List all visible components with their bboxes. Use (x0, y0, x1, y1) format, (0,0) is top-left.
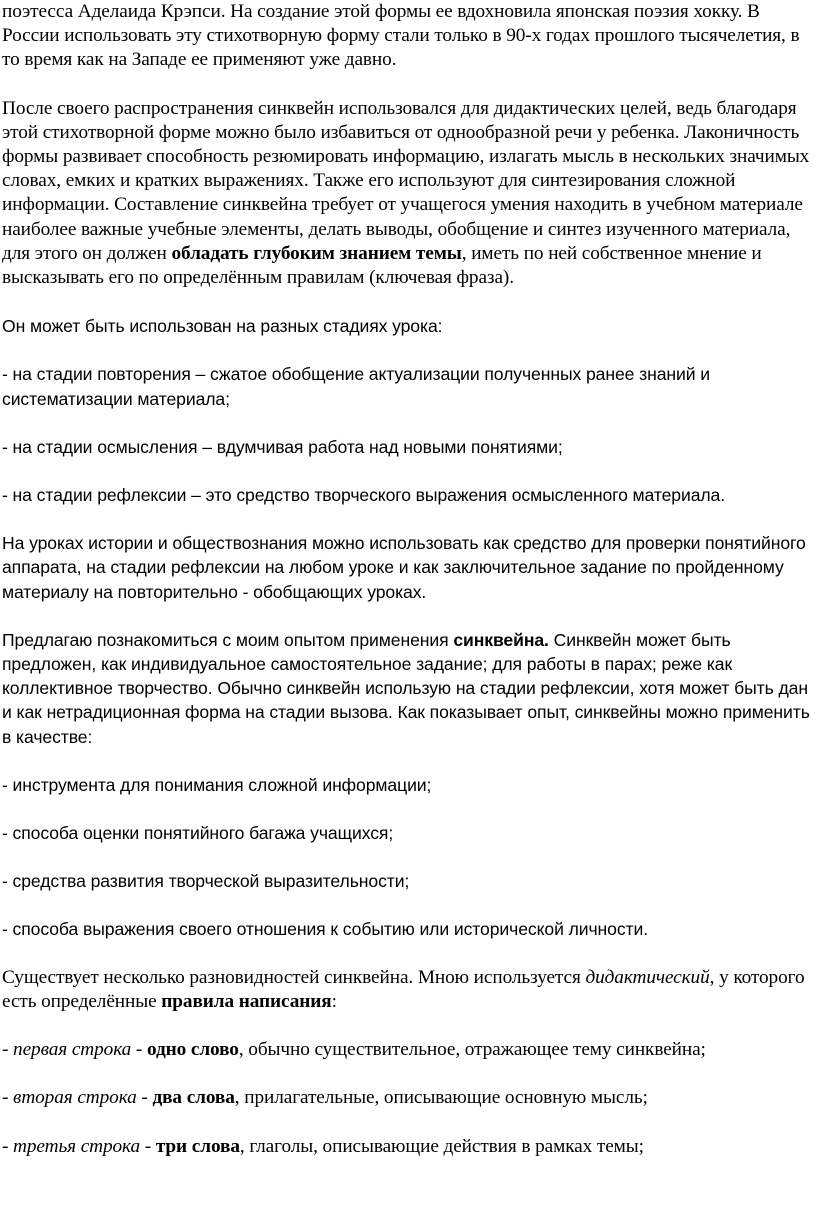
paragraph-didactic-tail: , иметь по ней собственное мнение и высказывать его по определённым правилам (ключевая фраза). (2, 242, 762, 289)
stage-item-repetition: - на стадии повторения – сжатое обобщение актуализации полученных ранее знаний и систематизации материала; (2, 364, 710, 409)
rule-description: , обычно существительное, отражающее тему синквейна; (238, 1039, 706, 1061)
rule-dash: - (2, 1135, 14, 1157)
rule-separator: - (136, 1087, 153, 1109)
rule-item-third-line (2, 1135, 814, 1159)
paragraph-varieties-italic: дидактический (585, 966, 710, 988)
rule-dash: - (2, 1039, 14, 1061)
rule-description: , прилагательные, описывающие основную мысль; (234, 1087, 648, 1109)
rule-item-first-line (2, 1038, 814, 1062)
rule-separator: - (140, 1135, 156, 1157)
use-item-attitude: - способа выражения своего отношения к событию или исторической личности. (2, 919, 649, 940)
rule-description: , глаголы, описывающие действия в рамках темы; (239, 1135, 644, 1157)
paragraph-intro: поэтесса Аделаида Крэпси. На создание этой формы ее вдохновила японская поэзия хокку. В России использовать эту стихотворную форму стали только в 90-х годах прошлого тысячелетия, в то время как на Западе ее применяют уже давно. (2, 1, 800, 71)
paragraph-experience-tail: Синквейн может быть предложен, как индивидуальное самостоятельное задание; для работы в парах; реже как коллективное творчество. Обычно синквейн использую на стадии рефлексии, хотя может быть дан и как нетрадиционная форма на стадии вызова. Как показывает опыт, синквейны можно применить в качестве: (2, 629, 810, 747)
rule-word-count: два слова (152, 1087, 235, 1109)
paragraph-experience-text: Предлагаю познакомиться с моим опытом применения (2, 629, 454, 650)
use-item-creativity: - средства развития творческой выразительности; (2, 871, 410, 892)
paragraph-varieties-tail: : (331, 990, 337, 1012)
paragraph-didactic-bold: обладать глубоким знанием темы (171, 242, 462, 264)
rule-dash: - (2, 1087, 14, 1109)
paragraph-varieties-bold: правила написания (161, 990, 332, 1012)
rule-item-second-line (2, 1086, 814, 1110)
use-item-assessment: - способа оценки понятийного багажа учащихся; (2, 823, 394, 844)
paragraph-didactic-text: После своего распространения синквейн использовался для дидактических целей, ведь благодаря этой стихотворной форме можно было избавиться от однообразной речи у ребенка. Лаконичность формы развивает способность резюмировать информацию, излагать мысль в нескольких значимых словах, емких и кратких выражениях. Также его используют для синтезирования сложной информации. Составление синквейна требует от учащегося умения находить в учебном материале наиболее важные учебные элементы, делать выводы, обобщение и синтез изученного материала, для этого он должен (2, 97, 810, 264)
rule-separator: - (131, 1039, 147, 1061)
paragraph-varieties (2, 966, 814, 1014)
paragraph-varieties-mid: , у которого есть определённые (2, 966, 805, 1012)
use-item-information: - инструмента для понимания сложной информации; (2, 774, 432, 795)
stage-item-comprehension: - на стадии осмысления – вдумчивая работа над новыми понятиями; (2, 436, 563, 457)
paragraph-stages-intro: Он может быть использован на разных стадиях урока: (2, 316, 443, 337)
rule-line-name: первая строка (13, 1039, 132, 1061)
stage-item-reflection: - на стадии рефлексии – это средство творческого выражения осмысленного материала. (2, 485, 726, 506)
paragraph-didactic (2, 97, 814, 291)
paragraph-varieties-text: Существует несколько разновидностей синквейна. Мною используется (2, 966, 586, 988)
rule-word-count: три слова (155, 1135, 240, 1157)
rule-line-name: третья строка (13, 1135, 141, 1157)
paragraph-experience (2, 628, 814, 749)
paragraph-experience-bold: синквейна. (453, 629, 549, 650)
rule-word-count: одно слово (146, 1039, 239, 1061)
paragraph-history-lessons: На уроках истории и обществознания можно использовать как средство для проверки понятийного аппарата, на стадии рефлексии на любом уроке и как заключительное задание по пройденному материалу на повторительно - обобщающих уроках. (2, 533, 806, 602)
rule-line-name: вторая строка (13, 1087, 137, 1109)
